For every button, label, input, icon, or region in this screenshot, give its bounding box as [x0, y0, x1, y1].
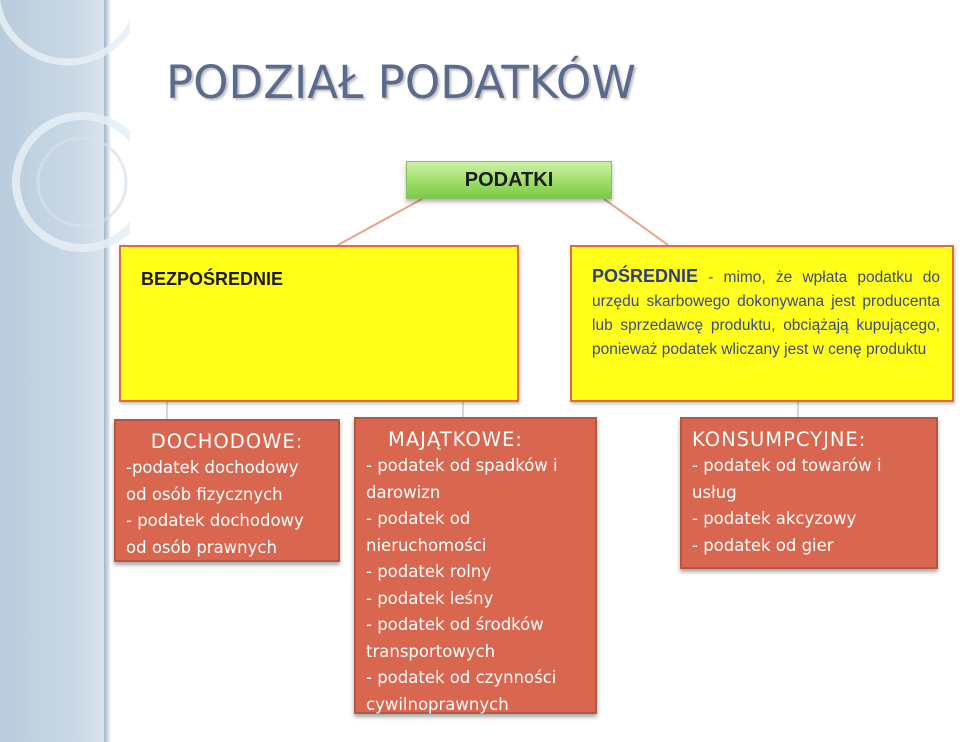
property-taxes-title: MAJĄTKOWE: — [388, 428, 523, 451]
consumption-tax-line: - podatek akcyzowy — [692, 509, 857, 528]
consumption-taxes-title: KONSUMPCYJNE: — [692, 428, 867, 451]
indirect-taxes-title: POŚREDNIE — [592, 266, 699, 286]
property-tax-line: - podatek od czynności — [366, 668, 557, 687]
income-tax-line: od osób fizycznych — [126, 484, 283, 504]
property-tax-line: - podatek od środków — [366, 615, 544, 634]
indirect-taxes-description: - mimo, że wpłata podatku do urzędu skarbowego dokonywana jest producenta lub sprzedawcę produktu, obciążają kupującego, ponieważ podatek wliczany jest w cenę produktu — [592, 269, 940, 358]
direct-taxes-label: BEZPOŚREDNIE — [141, 269, 284, 289]
property-tax-line: nieruchomości — [366, 535, 487, 555]
node-income-taxes — [114, 419, 340, 562]
consumption-tax-line: usług — [692, 482, 737, 502]
property-tax-line: darowizn — [366, 482, 441, 502]
node-direct-taxes — [119, 245, 519, 402]
node-consumption-taxes — [680, 417, 938, 569]
node-property-taxes — [354, 417, 597, 714]
property-tax-line: - podatek leśny — [366, 588, 494, 608]
decorative-circles-icon — [0, 0, 130, 300]
root-node-label: PODATKI — [464, 168, 554, 191]
income-tax-line: od osób prawnych — [126, 537, 277, 557]
property-tax-line: - podatek od — [366, 509, 471, 528]
connector-root-indirect — [604, 199, 668, 245]
consumption-tax-line: - podatek od towarów i — [692, 456, 882, 475]
slide-title: PODZIAŁ PODATKÓW — [166, 56, 636, 109]
property-tax-line: transportowych — [366, 641, 496, 661]
indirect-taxes-text — [592, 264, 940, 362]
property-taxes-list — [366, 453, 585, 718]
property-tax-line: cywilnoprawnych — [366, 694, 509, 714]
root-node-podatki — [406, 161, 612, 199]
income-tax-line: - podatek dochodowy — [126, 511, 304, 530]
income-tax-line: -podatek dochodowy — [126, 458, 299, 477]
connector-root-direct — [338, 199, 422, 245]
income-taxes-list — [126, 455, 328, 561]
income-taxes-title: DOCHODOWE: — [150, 430, 304, 453]
property-tax-line: - podatek od spadków i — [366, 456, 558, 475]
consumption-tax-line: - podatek od gier — [692, 535, 834, 555]
consumption-taxes-list — [692, 453, 926, 559]
property-tax-line: - podatek rolny — [366, 562, 492, 581]
node-indirect-taxes — [570, 245, 954, 402]
